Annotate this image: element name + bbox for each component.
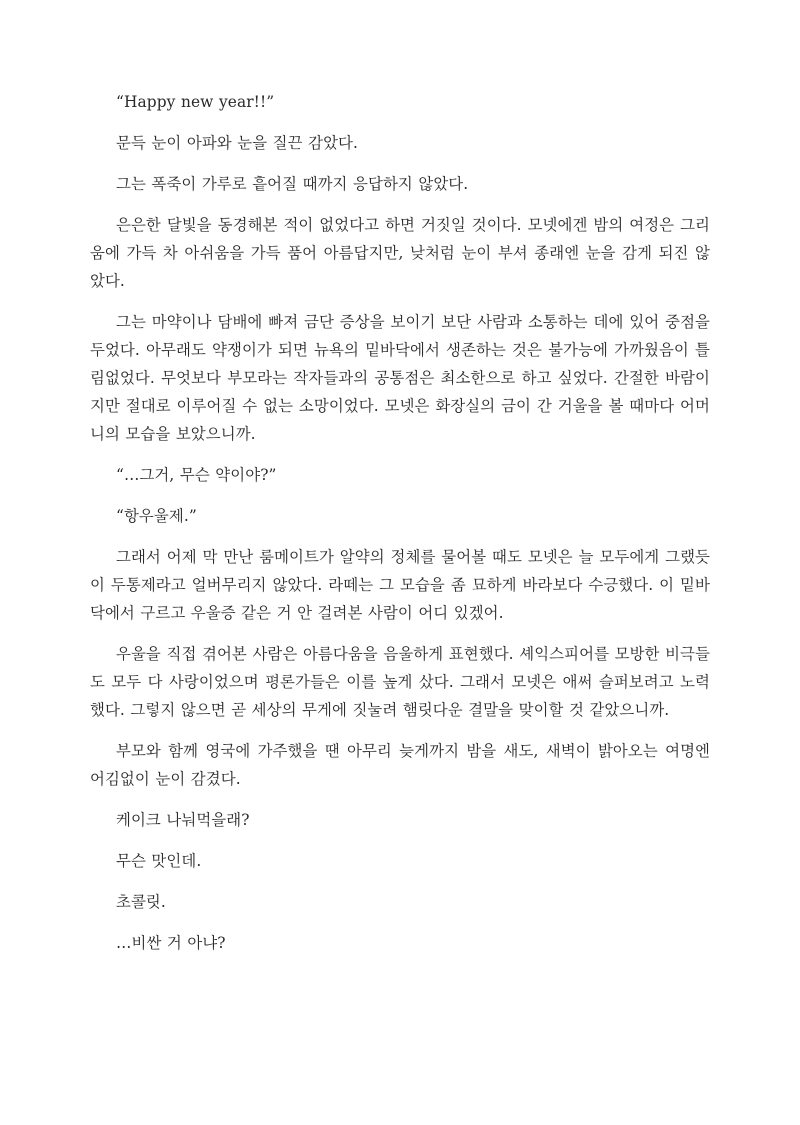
paragraph-1: “Happy new year!!”: [116, 93, 275, 111]
paragraph-7: “항우울제.”: [116, 507, 197, 525]
paragraph-4: 은은한 달빛을 동경해본 적이 없었다고 하면 거짓일 것이다. 모넷에겐 밤의 여정은 그리움에 가득 차 아쉬움을 가득 품어 아름답지만, 낮처럼 눈이 부셔 종래엔 눈을 감게 되진 않았다.: [90, 216, 710, 290]
paragraph-12: 무슨 맛인데.: [116, 852, 202, 870]
paragraph-8: 그래서 어제 막 만난 룸메이트가 알약의 정체를 물어볼 때도 모넷은 늘 모두에게 그랬듯이 두통제라고 얼버무리지 않았다. 라떼는 그 모습을 좀 묘하게 바라보다 수긍했다. 이 밑바닥에서 구르고 우울증 같은 거 안 걸려본 사람이 어디 있겠어.: [90, 548, 710, 622]
paragraph-2: 문득 눈이 아파와 눈을 질끈 감았다.: [116, 134, 358, 152]
paragraph-5: 그는 마약이나 담배에 빠져 금단 증상을 보이기 보단 사람과 소통하는 데에 있어 중점을 두었다. 아무래도 약쟁이가 되면 뉴욕의 밑바닥에서 생존하는 것은 불가능에 가까웠음이 틀림없었다. 무엇보다 부모라는 작자들과의 공통점은 최소한으로 하고 싶었다. 간절한 바람이지만 절대로 이루어질 수 없는 소망이었다. 모넷은 화장실의 금이 간 거울을 볼 때마다 어머니의 모습을 보았으니까.: [90, 313, 710, 443]
paragraph-14: …비싼 거 아냐?: [116, 934, 226, 952]
paragraph-11: 케이크 나눠먹을래?: [116, 811, 250, 829]
paragraph-9: 우울을 직접 겪어본 사람은 아름다움을 음울하게 표현했다. 셰익스피어를 모방한 비극들도 모두 다 사랑이었으며 평론가들은 이를 높게 샀다. 그래서 모넷은 애써 슬퍼보려고 노력했다. 그렇지 않으면 곧 세상의 무게에 짓눌려 햄릿다운 결말을 맞이할 것 같았으니까.: [90, 645, 710, 719]
paragraph-13: 초콜릿.: [116, 893, 166, 911]
paragraph-10: 부모와 함께 영국에 가주했을 땐 아무리 늦게까지 밤을 새도, 새벽이 밝아오는 여명엔 어김없이 눈이 감겼다.: [90, 742, 710, 788]
paragraph-6: “…그거, 무슨 약이야?”: [116, 466, 277, 484]
paragraph-3: 그는 폭죽이 가루로 흩어질 때까지 응답하지 않았다.: [116, 175, 469, 193]
